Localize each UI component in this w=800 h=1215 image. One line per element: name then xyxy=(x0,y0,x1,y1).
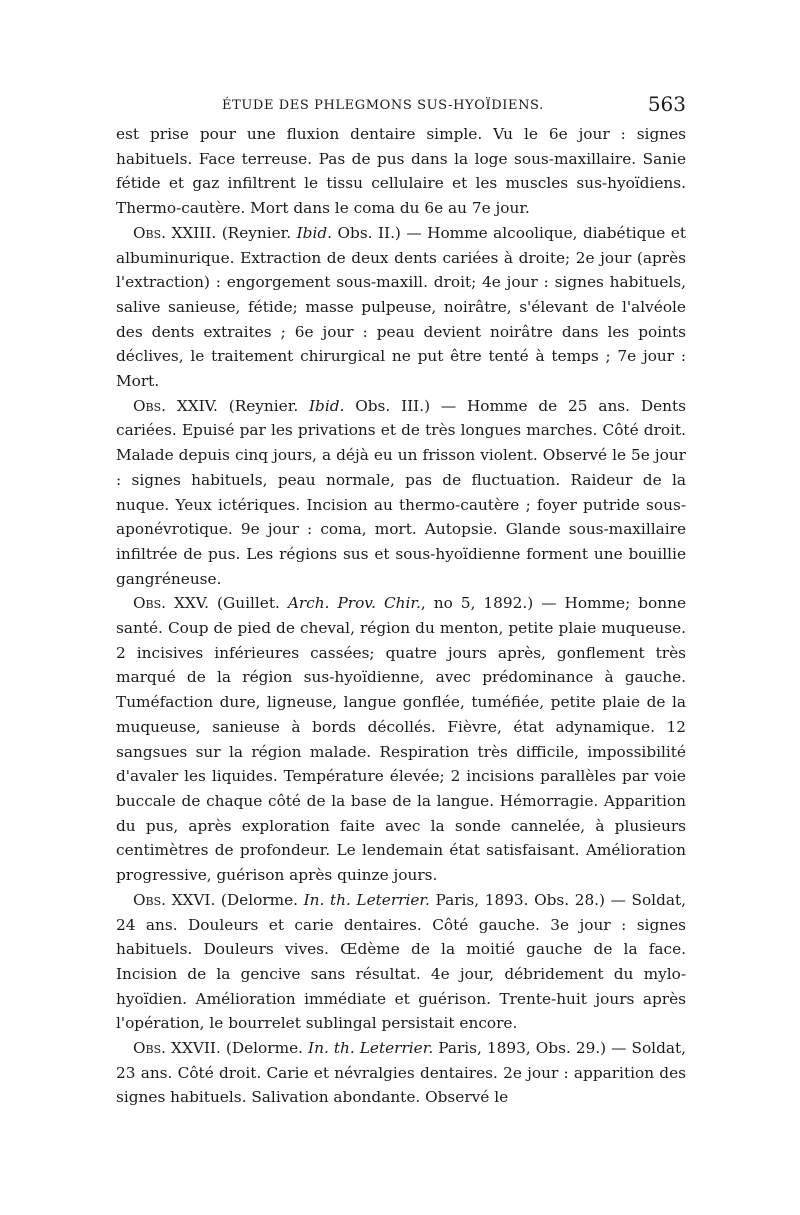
observation-text: Obs. III.) — Homme de 25 ans. Dents cariées. Epuisé par les privations et de très longues marches. Côté droit. Malade depuis cinq jours, a déjà eu un frisson violent. Observé le 5e jour : signes habituels, peau normale, pas de fluctuation. Raideur de la nuque. Yeux ictériques. Incision au thermo-cautère ; foyer putride sous-aponévrotique. 9e jour : coma, mort. Autopsie. Glande sous-maxillaire infiltrée de pus. Les régions sus et sous-hyoïdienne forment une bouillie gangréneuse. xyxy=(116,396,686,588)
observation-xxiii xyxy=(116,221,686,394)
observation-xxvi xyxy=(116,888,686,1036)
observation-source: (Guillet. xyxy=(209,594,288,613)
observation-source: (Reynier. xyxy=(217,396,310,415)
observation-label: Obs. XXVI. xyxy=(133,890,216,909)
body-text xyxy=(116,122,686,1110)
observation-source-title: Arch. Prov. Chir. xyxy=(287,594,421,613)
observation-xxiv xyxy=(116,394,686,592)
observation-text: Paris, 1893, Obs. 29.) — Soldat, 23 ans. Côté droit. Carie et névralgies dentaires. 2e jour : apparition des signes habituels. Salivation abondante. Observé le xyxy=(116,1039,686,1107)
observation-source-title: In. th. Leterrier. xyxy=(308,1039,434,1058)
observation-text: , no 5, 1892.) — Homme; bonne santé. Coup de pied de cheval, région du menton, petite plaie muqueuse. 2 incisives inférieures cassées; quatre jours après, gonflement très marqué de la région sus-hyoïdienne, avec prédominance à gauche. Tuméfaction dure, ligneuse, langue gonflée, tuméfiée, petite plaie de la muqueuse, sanieuse à bords décollés. Fièvre, état adynamique. 12 sangsues sur la région malade. Respiration très difficile, impossibilité d'avaler les liquides. Température élevée; 2 incisions parallèles par voie buccale de chaque côté de la base de la langue. Hémorragie. Apparition du pus, après exploration faite avec la sonde cannelée, à plusieurs centimètres de profondeur. Le lendemain état satisfaisant. Amélioration progressive, guérison après quinze jours. xyxy=(116,594,687,885)
observation-source: (Delorme. xyxy=(215,890,304,909)
observation-source: (Reynier. xyxy=(216,223,297,242)
observation-label: Obs. XXIII. xyxy=(133,223,217,242)
observation-label: Obs. XXV. xyxy=(133,594,210,613)
paragraph-continuation: est prise pour une fluxion dentaire simple. Vu le 6e jour : signes habituels. Face terreuse. Pas de pus dans la loge sous-maxillaire. Sanie fétide et gaz infiltrent le tissu cellulaire et les muscles sus-hyoïdiens. Thermo-cautère. Mort dans le coma du 6e au 7e jour. xyxy=(116,125,686,218)
observation-text: Paris, 1893. Obs. 28.) — Soldat, 24 ans. Douleurs et carie dentaires. Côté gauche. 3e jour : signes habituels. Douleurs vives. Œdème de la moitié gauche de la face. Incision de la gencive sans résultat. 4e jour, débridement du mylo-hyoïdien. Amélioration immédiate et guérison. Trente-huit jours après l'opération, le bourrelet sublingal persistait encore. xyxy=(116,890,686,1033)
observation-source: (Delorme. xyxy=(220,1039,309,1058)
observation-xxvii xyxy=(116,1036,686,1110)
observation-source-title: Ibid. xyxy=(296,223,333,242)
running-head xyxy=(116,92,686,122)
observation-text: Obs. II.) — Homme alcoolique, diabétique et albuminurique. Extraction de deux dents cariées à droite; 2e jour (après l'extraction) : engorgement sous-maxill. droit; 4e jour : signes habituels, salive sanieuse, fétide; masse pulpeuse, noirâtre, s'élevant de l'alvéole des dents extraites ; 6e jour : peau devient noirâtre dans les points déclives, le traitement chirurgical ne put être tenté à temps ; 7e jour : Mort. xyxy=(116,223,686,391)
page-number: 563 xyxy=(647,92,686,116)
observation-label: Obs. XXIV. xyxy=(133,396,218,415)
observation-source-title: In. th. Leterrier. xyxy=(303,890,430,909)
book-page xyxy=(116,92,686,1110)
running-title: ÉTUDE DES PHLEGMONS SUS-HYOÏDIENS. xyxy=(222,98,544,113)
observation-label: Obs. XXVII. xyxy=(133,1039,221,1058)
observation-xxv xyxy=(116,591,686,887)
observation-source-title: Ibid. xyxy=(309,396,345,415)
